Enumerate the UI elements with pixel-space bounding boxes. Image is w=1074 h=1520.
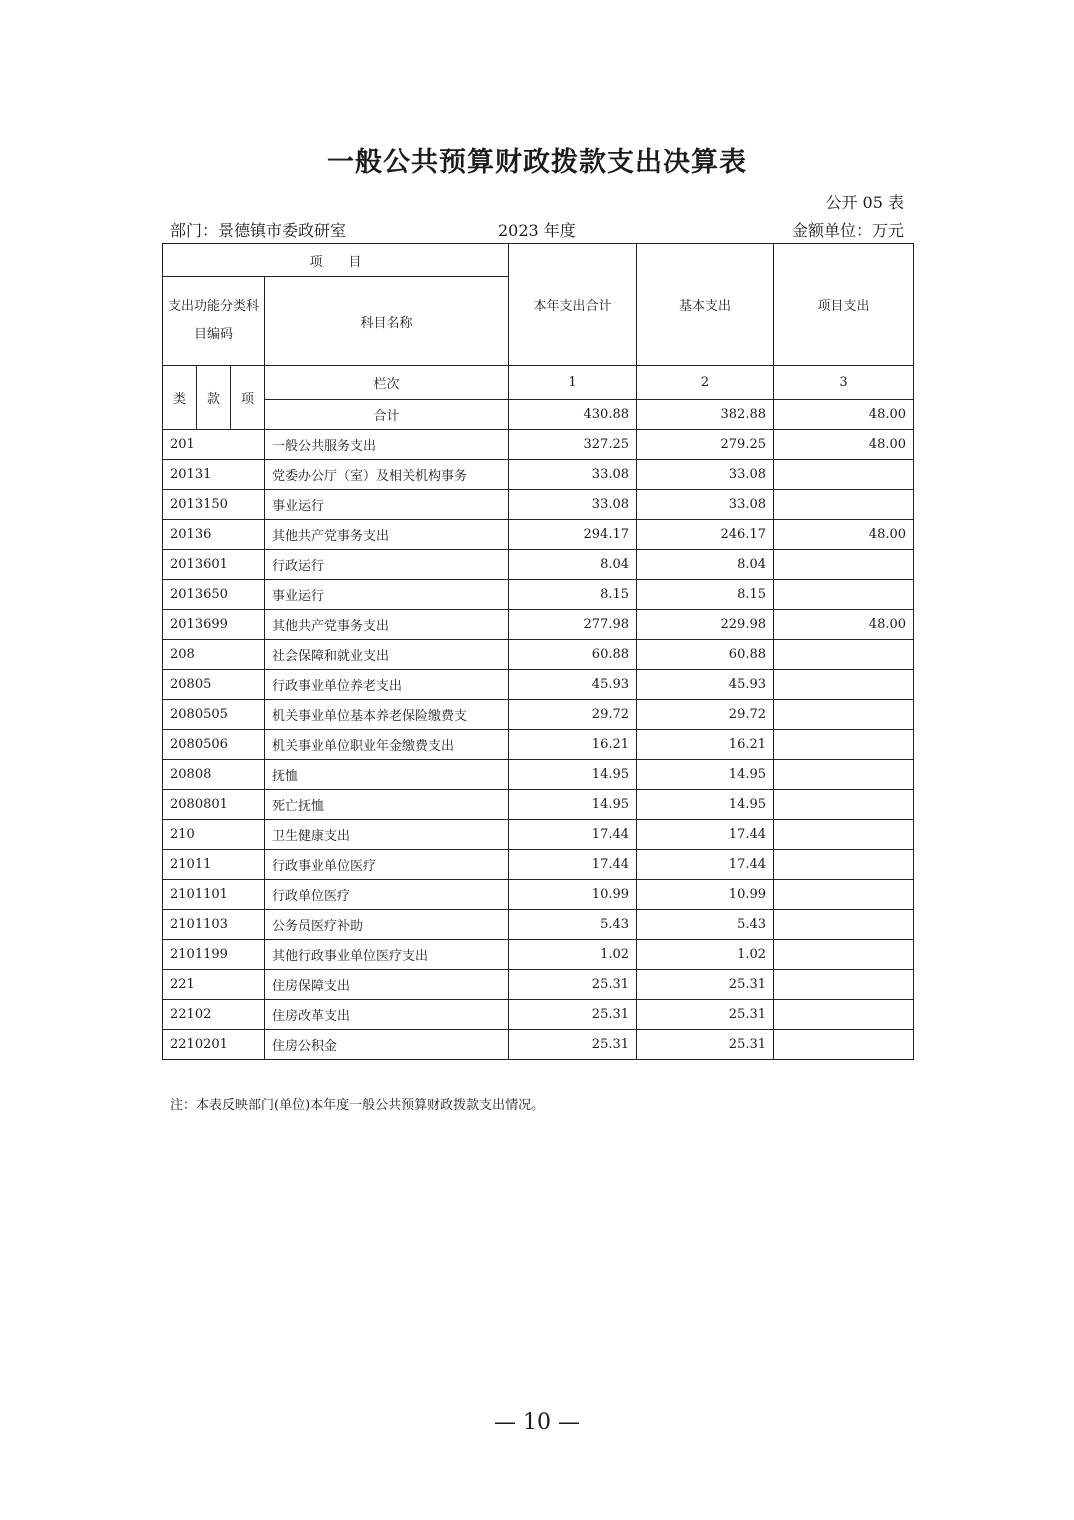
row-project — [774, 730, 914, 760]
row-project — [774, 970, 914, 1000]
row-name: 行政运行 — [265, 550, 509, 580]
row-total: 327.25 — [509, 430, 637, 460]
expenditure-table — [162, 243, 914, 1060]
sum-row — [163, 400, 914, 430]
row-total: 33.08 — [509, 490, 637, 520]
row-code: 20131 — [163, 460, 265, 490]
row-code: 21011 — [163, 850, 265, 880]
row-basic: 14.95 — [637, 790, 774, 820]
row-name: 住房保障支出 — [265, 970, 509, 1000]
row-total: 33.08 — [509, 460, 637, 490]
table-row — [163, 520, 914, 550]
sum-project: 48.00 — [774, 400, 914, 430]
table-body — [163, 244, 914, 1060]
row-basic: 8.04 — [637, 550, 774, 580]
row-name: 死亡抚恤 — [265, 790, 509, 820]
row-project — [774, 550, 914, 580]
row-project — [774, 910, 914, 940]
table-row — [163, 1000, 914, 1030]
row-project — [774, 490, 914, 520]
row-total: 277.98 — [509, 610, 637, 640]
row-name: 党委办公厅（室）及相关机构事务 — [265, 460, 509, 490]
header-code: 支出功能分类科目编码 — [167, 299, 259, 342]
row-project — [774, 820, 914, 850]
sum-label: 合计 — [265, 400, 509, 430]
row-basic: 5.43 — [637, 910, 774, 940]
table-row — [163, 940, 914, 970]
header-total: 本年支出合计 — [509, 244, 637, 366]
row-basic: 33.08 — [637, 490, 774, 520]
row-project — [774, 1000, 914, 1030]
table-row — [163, 1030, 914, 1060]
row-project: 48.00 — [774, 610, 914, 640]
header-name: 科目名称 — [265, 277, 509, 366]
row-basic: 279.25 — [637, 430, 774, 460]
row-code: 2080506 — [163, 730, 265, 760]
form-number: 公开 05 表 — [825, 193, 904, 212]
fiscal-year: 2023 年度 — [498, 221, 576, 240]
row-name: 机关事业单位基本养老保险缴费支 — [265, 700, 509, 730]
row-basic: 16.21 — [637, 730, 774, 760]
row-code: 2080801 — [163, 790, 265, 820]
page-number: — 10 — — [494, 1410, 580, 1435]
row-project — [774, 790, 914, 820]
table-row — [163, 880, 914, 910]
row-code: 2101101 — [163, 880, 265, 910]
footnote: 注：本表反映部门(单位)本年度一般公共预算财政拨款支出情况。 — [170, 1098, 545, 1113]
row-total: 25.31 — [509, 970, 637, 1000]
table-row — [163, 850, 914, 880]
row-total: 60.88 — [509, 640, 637, 670]
row-total: 8.04 — [509, 550, 637, 580]
row-project — [774, 700, 914, 730]
table-row — [163, 910, 914, 940]
row-name: 行政事业单位养老支出 — [265, 670, 509, 700]
row-code: 210 — [163, 820, 265, 850]
row-total: 10.99 — [509, 880, 637, 910]
header-col1: 1 — [509, 366, 637, 400]
table-row — [163, 550, 914, 580]
table-row — [163, 700, 914, 730]
row-name: 住房公积金 — [265, 1030, 509, 1060]
sum-basic: 382.88 — [637, 400, 774, 430]
row-code: 20808 — [163, 760, 265, 790]
row-basic: 33.08 — [637, 460, 774, 490]
row-code: 221 — [163, 970, 265, 1000]
row-code: 2013699 — [163, 610, 265, 640]
header-lanci: 栏次 — [265, 366, 509, 400]
row-name: 卫生健康支出 — [265, 820, 509, 850]
row-name: 事业运行 — [265, 490, 509, 520]
row-name: 公务员医疗补助 — [265, 910, 509, 940]
table-row — [163, 670, 914, 700]
row-project — [774, 1030, 914, 1060]
row-name: 抚恤 — [265, 760, 509, 790]
table-row — [163, 730, 914, 760]
header-basic: 基本支出 — [637, 244, 774, 366]
row-total: 1.02 — [509, 940, 637, 970]
row-project — [774, 880, 914, 910]
row-basic: 25.31 — [637, 970, 774, 1000]
row-total: 14.95 — [509, 790, 637, 820]
row-total: 16.21 — [509, 730, 637, 760]
header-col2: 2 — [637, 366, 774, 400]
row-total: 17.44 — [509, 850, 637, 880]
sum-total: 430.88 — [509, 400, 637, 430]
row-name: 住房改革支出 — [265, 1000, 509, 1030]
row-total: 25.31 — [509, 1000, 637, 1030]
page-title: 一般公共预算财政拨款支出决算表 — [327, 147, 747, 178]
row-basic: 29.72 — [637, 700, 774, 730]
row-project — [774, 640, 914, 670]
row-project — [774, 580, 914, 610]
row-basic: 45.93 — [637, 670, 774, 700]
row-basic: 25.31 — [637, 1030, 774, 1060]
row-basic: 246.17 — [637, 520, 774, 550]
table-row — [163, 820, 914, 850]
header-lei: 类 — [163, 366, 197, 430]
row-name: 其他共产党事务支出 — [265, 610, 509, 640]
row-code: 22102 — [163, 1000, 265, 1030]
currency-unit: 金额单位：万元 — [791, 221, 904, 240]
row-total: 17.44 — [509, 820, 637, 850]
header-item: 项 目 — [163, 244, 509, 277]
row-code: 2080505 — [163, 700, 265, 730]
row-basic: 10.99 — [637, 880, 774, 910]
row-name: 其他行政事业单位医疗支出 — [265, 940, 509, 970]
header-kuan: 款 — [197, 366, 231, 430]
row-code: 2013601 — [163, 550, 265, 580]
row-project — [774, 670, 914, 700]
table-row — [163, 610, 914, 640]
row-total: 5.43 — [509, 910, 637, 940]
row-code: 2210201 — [163, 1030, 265, 1060]
header-row-lanci — [163, 366, 914, 400]
header-col3: 3 — [774, 366, 914, 400]
row-total: 8.15 — [509, 580, 637, 610]
row-basic: 1.02 — [637, 940, 774, 970]
table-row — [163, 430, 914, 460]
row-name: 行政事业单位医疗 — [265, 850, 509, 880]
table-row — [163, 490, 914, 520]
department-label: 部门：景德镇市委政研室 — [170, 221, 347, 240]
row-code: 2101103 — [163, 910, 265, 940]
row-name: 事业运行 — [265, 580, 509, 610]
row-total: 14.95 — [509, 760, 637, 790]
row-basic: 229.98 — [637, 610, 774, 640]
row-total: 25.31 — [509, 1030, 637, 1060]
row-code: 2101199 — [163, 940, 265, 970]
row-project — [774, 850, 914, 880]
table-row — [163, 460, 914, 490]
row-code: 20136 — [163, 520, 265, 550]
row-project: 48.00 — [774, 520, 914, 550]
row-basic: 17.44 — [637, 850, 774, 880]
table-row — [163, 580, 914, 610]
row-code: 20805 — [163, 670, 265, 700]
row-code: 208 — [163, 640, 265, 670]
header-project: 项目支出 — [774, 244, 914, 366]
row-project — [774, 460, 914, 490]
row-basic: 8.15 — [637, 580, 774, 610]
row-total: 294.17 — [509, 520, 637, 550]
row-total: 29.72 — [509, 700, 637, 730]
row-project — [774, 760, 914, 790]
row-name: 一般公共服务支出 — [265, 430, 509, 460]
table-row — [163, 760, 914, 790]
row-project — [774, 940, 914, 970]
row-name: 机关事业单位职业年金缴费支出 — [265, 730, 509, 760]
row-name: 行政单位医疗 — [265, 880, 509, 910]
row-basic: 17.44 — [637, 820, 774, 850]
table-row — [163, 790, 914, 820]
row-basic: 14.95 — [637, 760, 774, 790]
table-row — [163, 640, 914, 670]
row-code: 201 — [163, 430, 265, 460]
header-xiang: 项 — [231, 366, 265, 430]
row-name: 其他共产党事务支出 — [265, 520, 509, 550]
row-basic: 60.88 — [637, 640, 774, 670]
row-code: 2013150 — [163, 490, 265, 520]
header-row-item — [163, 244, 914, 277]
row-code: 2013650 — [163, 580, 265, 610]
row-basic: 25.31 — [637, 1000, 774, 1030]
row-project: 48.00 — [774, 430, 914, 460]
row-total: 45.93 — [509, 670, 637, 700]
table-row — [163, 970, 914, 1000]
row-name: 社会保障和就业支出 — [265, 640, 509, 670]
